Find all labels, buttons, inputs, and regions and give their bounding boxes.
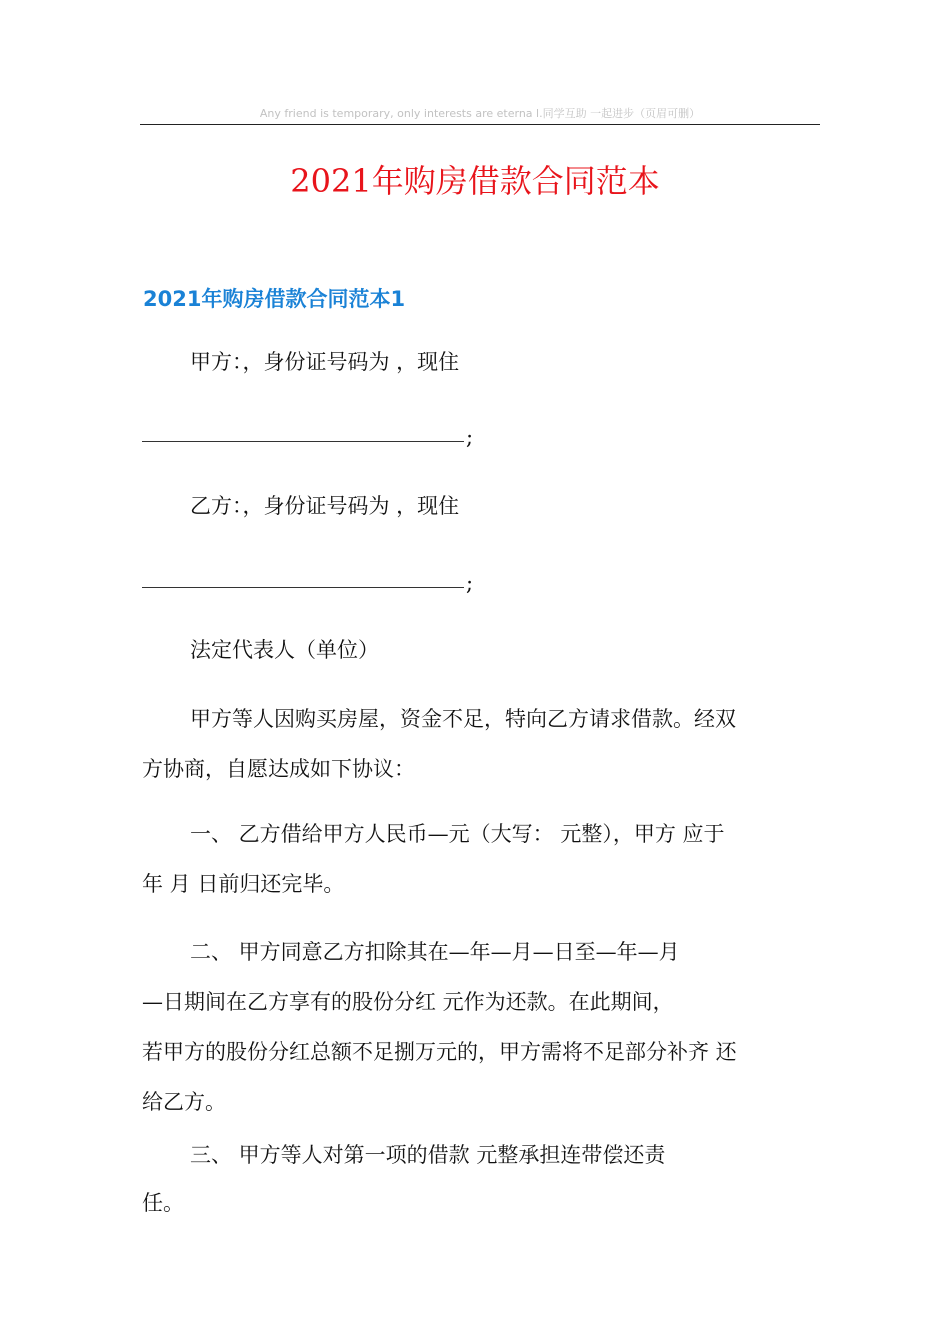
clause-2-line-1: 二、 甲方同意乙方扣除其在—年—月—日至—年—月 [190, 940, 680, 964]
section-heading: 2021年购房借款合同范本1 [143, 287, 406, 311]
party-b-line: 乙方：，身份证号码为 ，现住 [190, 494, 460, 518]
page-header [140, 104, 820, 125]
intro-paragraph-line-1: 甲方等人因购买房屋，资金不足，特向乙方请求借款。经双 [190, 707, 736, 731]
party-a-semicolon: ; [466, 425, 474, 449]
party-b-semicolon: ; [466, 571, 474, 595]
intro-paragraph-line-2: 方协商，自愿达成如下协议： [142, 757, 415, 781]
party-b-address-blank [142, 587, 464, 588]
clause-2-line-2: —日期间在乙方享有的股份分红 元作为还款。在此期间， [142, 990, 674, 1014]
party-a-address-blank [142, 441, 464, 442]
clause-1-line-2: 年 月 日前归还完毕。 [142, 872, 345, 896]
document-title: 2021年购房借款合同范本 [290, 162, 660, 200]
clause-3-line-2: 任。 [142, 1191, 184, 1215]
party-a-line: 甲方：，身份证号码为 ，现住 [190, 350, 460, 374]
clause-2-line-3: 若甲方的股份分红总额不足捌万元的，甲方需将不足部分补齐 还 [142, 1040, 737, 1064]
clause-1-line-1: 一、 乙方借给甲方人民币—元（大写： 元整），甲方 应于 [190, 822, 725, 846]
clause-3-line-1: 三、 甲方等人对第一项的借款 元整承担连带偿还责 [190, 1143, 666, 1167]
clause-2-line-4: 给乙方。 [142, 1090, 226, 1114]
legal-representative-line: 法定代表人（单位） [190, 638, 379, 662]
header-text: Any friend is temporary, only interests are eterna l.同学互助 一起进步（页眉可删） [259, 107, 701, 120]
